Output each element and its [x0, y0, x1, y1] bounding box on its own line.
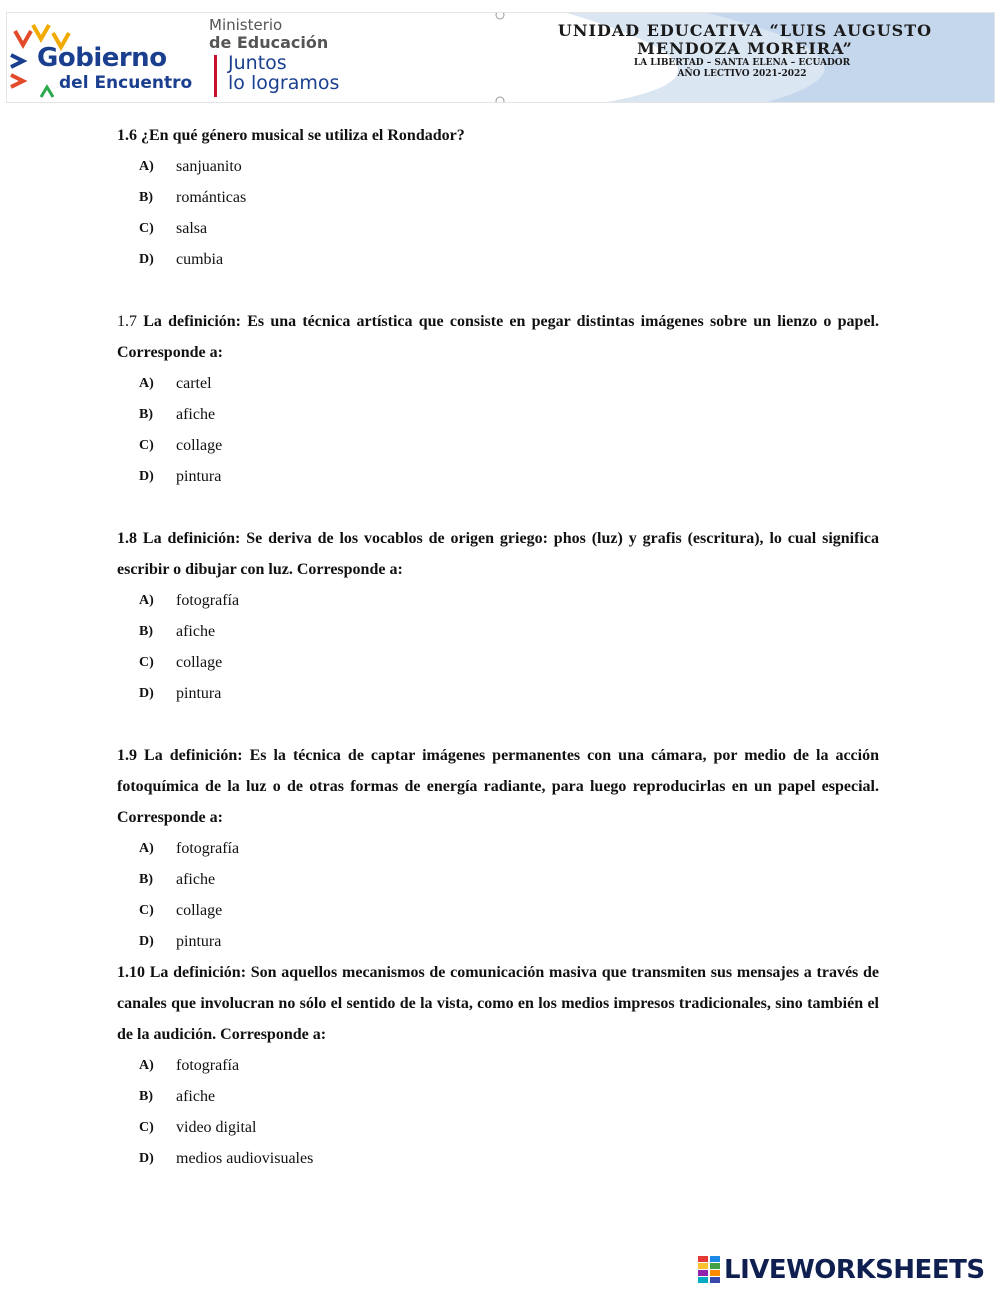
option-d[interactable]	[117, 926, 879, 957]
question-1-6	[117, 120, 879, 275]
ministry-label: Ministerio	[209, 16, 283, 34]
option-a[interactable]	[117, 1050, 879, 1081]
question-number: 1.9	[117, 747, 137, 764]
option-text: pintura	[176, 468, 222, 485]
option-d[interactable]	[117, 678, 879, 709]
option-letter: C)	[139, 655, 154, 670]
spacer	[117, 275, 879, 306]
option-text: románticas	[176, 189, 247, 206]
option-a[interactable]	[117, 585, 879, 616]
question-prompt	[117, 120, 879, 151]
question-number: 1.8	[117, 530, 137, 547]
school-year: AÑO LECTIVO 2021-2022	[677, 69, 807, 79]
option-letter: A)	[139, 159, 154, 174]
question-1-8	[117, 523, 879, 709]
question-number: 1.6	[117, 127, 137, 144]
option-letter: C)	[139, 903, 154, 918]
question-number: 1.10	[117, 964, 145, 981]
question-number: 1.7	[117, 313, 137, 330]
header-divider	[214, 55, 217, 97]
option-text: pintura	[176, 685, 222, 702]
school-name-line-1: UNIDAD EDUCATIVA “LUIS AUGUSTO	[557, 21, 933, 40]
school-name-line-2: MENDOZA MOREIRA”	[637, 39, 853, 58]
option-c[interactable]	[117, 647, 879, 678]
option-a[interactable]	[117, 833, 879, 864]
option-d[interactable]	[117, 1143, 879, 1174]
option-letter: C)	[139, 1120, 154, 1135]
option-list	[117, 1050, 879, 1174]
option-letter: D)	[139, 934, 154, 949]
option-letter: A)	[139, 593, 154, 608]
school-name	[495, 22, 995, 58]
option-list	[117, 833, 879, 957]
option-text: afiche	[176, 871, 216, 888]
option-letter: A)	[139, 376, 154, 391]
option-letter: A)	[139, 1058, 154, 1073]
option-letter: C)	[139, 438, 154, 453]
option-a[interactable]	[117, 151, 879, 182]
option-text: fotografía	[176, 592, 240, 609]
question-1-10	[117, 957, 879, 1174]
option-text: pintura	[176, 933, 222, 950]
option-letter: B)	[139, 1089, 153, 1104]
spacer	[117, 709, 879, 740]
option-c[interactable]	[117, 895, 879, 926]
option-text: afiche	[176, 1088, 216, 1105]
option-text: medios audiovisuales	[176, 1150, 314, 1167]
option-letter: C)	[139, 221, 154, 236]
option-c[interactable]	[117, 1112, 879, 1143]
question-1-7	[117, 306, 879, 492]
question-text: La definición: Es la técnica de captar imágenes permanentes con una cámara, por medio de la acción fotoquímica de la luz o de otras formas de energía radiante, para luego reproducirlas en un papel especial. Corresponde a:	[117, 747, 880, 826]
spacer	[117, 492, 879, 523]
gobierno-subtitle: del Encuentro	[59, 73, 193, 93]
option-letter: B)	[139, 407, 153, 422]
option-b[interactable]	[117, 399, 879, 430]
option-letter: B)	[139, 624, 153, 639]
question-1-9	[117, 740, 879, 957]
option-text: cartel	[176, 375, 212, 392]
option-text: collage	[176, 902, 223, 919]
question-text: ¿En qué género musical se utiliza el Rondador?	[141, 127, 465, 144]
option-list	[117, 585, 879, 709]
slogan-line-2: lo logramos	[228, 72, 340, 94]
option-b[interactable]	[117, 616, 879, 647]
option-a[interactable]	[117, 368, 879, 399]
option-text: collage	[176, 437, 223, 454]
option-b[interactable]	[117, 864, 879, 895]
option-letter: A)	[139, 841, 154, 856]
question-text: La definición: Se deriva de los vocablos de origen griego: phos (luz) y grafis (escritura), lo cual significa escribir o dibujar con luz. Corresponde a:	[117, 530, 880, 578]
option-text: afiche	[176, 406, 216, 423]
question-prompt	[117, 523, 879, 585]
option-letter: D)	[139, 469, 154, 484]
option-b[interactable]	[117, 182, 879, 213]
school-location: LA LIBERTAD – SANTA ELENA – ECUADOR	[633, 58, 851, 68]
option-c[interactable]	[117, 213, 879, 244]
option-text: fotografía	[176, 840, 240, 857]
option-text: afiche	[176, 623, 216, 640]
question-text: La definición: Son aquellos mecanismos de comunicación masiva que transmiten sus mensajes a través de canales que involucran no sólo el sentido de la vista, como en los medios impresos tradicionales, sino también el de la audición. Corresponde a:	[117, 964, 880, 1043]
option-letter: D)	[139, 686, 154, 701]
worksheet-content	[117, 120, 879, 1174]
option-text: salsa	[176, 220, 208, 237]
liveworksheets-wordmark: LIVEWORKSHEETS	[724, 1255, 985, 1285]
question-prompt	[117, 740, 879, 833]
gobierno-brand: Gobierno	[37, 43, 167, 73]
option-text: video digital	[176, 1119, 257, 1136]
option-letter: D)	[139, 252, 154, 267]
option-b[interactable]	[117, 1081, 879, 1112]
slogan-line-1: Juntos	[228, 52, 287, 74]
option-text: cumbia	[176, 251, 224, 268]
option-letter: B)	[139, 190, 153, 205]
option-letter: B)	[139, 872, 153, 887]
liveworksheets-logo	[698, 1254, 985, 1286]
school-header-banner	[6, 12, 995, 103]
option-text: sanjuanito	[176, 158, 242, 175]
option-text: fotografía	[176, 1057, 240, 1074]
liveworksheets-icon	[698, 1256, 720, 1284]
question-text: La definición: Es una técnica artística que consiste en pegar distintas imágenes sobre un lienzo o papel. Corresponde a:	[117, 313, 879, 361]
option-list	[117, 151, 879, 275]
option-text: collage	[176, 654, 223, 671]
option-c[interactable]	[117, 430, 879, 461]
question-prompt	[117, 957, 879, 1050]
ministry-name: de Educación	[209, 33, 329, 52]
option-letter: D)	[139, 1151, 154, 1166]
option-d[interactable]	[117, 461, 879, 492]
option-d[interactable]	[117, 244, 879, 275]
question-prompt	[117, 306, 879, 368]
option-list	[117, 368, 879, 492]
